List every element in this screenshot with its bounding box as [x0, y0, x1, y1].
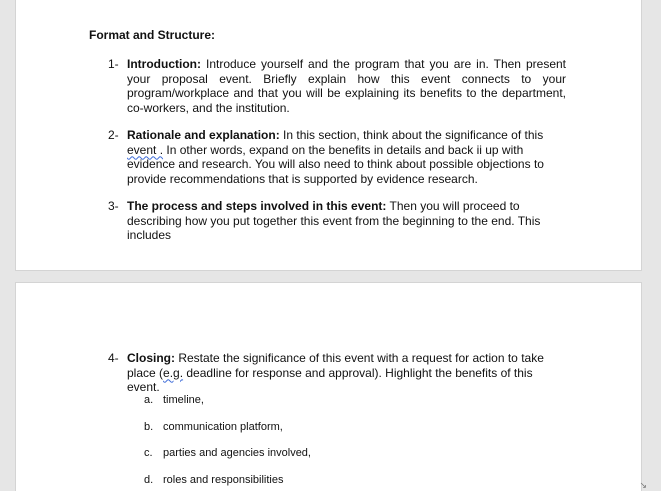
- section-heading: Format and Structure:: [89, 28, 216, 42]
- list-number: 3-: [108, 199, 119, 213]
- spelling-flag[interactable]: event .: [127, 142, 164, 157]
- list-number: 1-: [108, 57, 119, 71]
- item-text: Introduce yourself and the program that you are in. Then present your proposal event. Briefly explain how this event connects to your program/workplace and that you will be explaining its benefits to the department, co-workers, and the institution.: [127, 57, 566, 115]
- sub-list-item: [144, 421, 283, 433]
- list-item-rationale: [108, 128, 566, 186]
- sub-list-item: [144, 394, 204, 406]
- list-item-body: [127, 57, 566, 115]
- list-number: 2-: [108, 128, 119, 142]
- item-text: In this section, think about the significance of this: [279, 128, 544, 142]
- item-title: Rationale and explanation:: [127, 128, 280, 142]
- list-item-body: [127, 351, 566, 395]
- item-text: In other words, expand on the benefits in details and back ii up with evidence and research. You will also need to think about possible objections to provide recommendations that is supported by evidence research.: [127, 142, 544, 186]
- sub-text: parties and agencies involved,: [163, 447, 311, 459]
- document-page-2: [15, 282, 642, 491]
- list-item-closing: [108, 351, 566, 395]
- item-text: deadline for response and approval). Highlight the benefits of this event.: [127, 365, 533, 395]
- spelling-flag[interactable]: e.g.: [163, 365, 184, 380]
- sub-letter: b.: [144, 421, 154, 433]
- item-title: The process and steps involved in this event:: [127, 199, 387, 213]
- item-title: Closing:: [127, 351, 175, 365]
- item-text: Restate the significance of this event with a request for action to take place (: [127, 351, 544, 380]
- sub-letter: a.: [144, 394, 154, 406]
- sub-list-item: [144, 447, 311, 459]
- list-number: 4-: [108, 351, 119, 365]
- list-item-introduction: [108, 57, 566, 115]
- sub-letter: d.: [144, 474, 154, 486]
- sub-text: communication platform,: [163, 421, 283, 433]
- sub-text: timeline,: [163, 394, 204, 406]
- list-item-process: [108, 199, 566, 243]
- sub-list-item: [144, 474, 283, 486]
- item-title: Introduction:: [127, 57, 201, 71]
- document-page-1: [15, 0, 642, 271]
- sub-letter: c.: [144, 447, 153, 459]
- resize-grip-icon[interactable]: ↘: [639, 480, 647, 490]
- list-item-body: [127, 128, 566, 186]
- item-text: Then you will proceed to describing how you put together this event from the beginning to the end. This includes: [127, 199, 541, 243]
- sub-text: roles and responsibilities: [163, 474, 284, 486]
- list-item-body: [127, 199, 566, 243]
